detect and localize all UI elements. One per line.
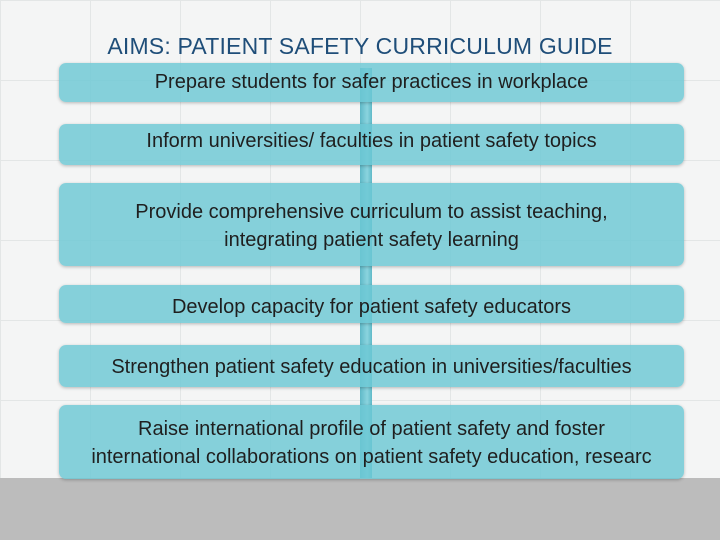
aim-box-4 (59, 285, 684, 323)
aim-box-1 (59, 63, 684, 102)
aim-text: Prepare students for safer practices in workplace (154, 71, 589, 93)
footer-band (0, 478, 720, 540)
aim-box-6 (59, 405, 684, 479)
aim-text: Strengthen patient safety education in universities/faculties (111, 356, 632, 378)
aim-box-3 (59, 183, 684, 266)
aim-box-5 (59, 345, 684, 387)
aim-text-line2: integrating patient safety learning (224, 229, 519, 251)
aim-text: Develop capacity for patient safety educators (171, 296, 572, 318)
aim-text-line1: Provide comprehensive curriculum to assist teaching, (135, 201, 608, 223)
slide-title: AIMS: PATIENT SAFETY CURRICULUM GUIDE (107, 33, 613, 59)
aim-text-line1: Raise international profile of patient safety and foster (138, 418, 605, 440)
aim-box-2 (59, 124, 684, 165)
aim-text-line2: international collaborations on patient safety education, researc (91, 446, 652, 468)
aim-text: Inform universities/ faculties in patient safety topics (146, 130, 597, 152)
